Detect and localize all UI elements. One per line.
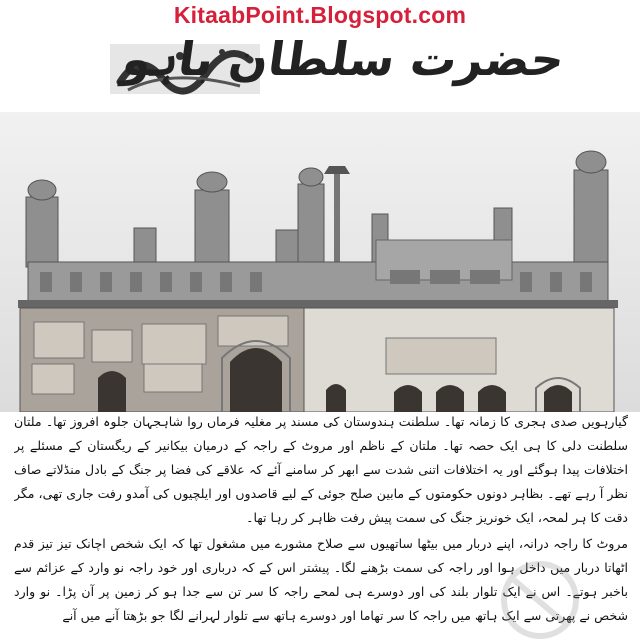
mosque-illustration [0, 112, 640, 412]
blog-url[interactable]: KitaabPoint.Blogspot.com [173, 2, 467, 28]
page-title: حضرت سلطان باہو [119, 32, 568, 86]
article-paragraph-1: گیارہویں صدی ہجری کا زمانہ تھا۔ سلطنت ہندوستان کی مسند پر مغلیہ فرماں روا شاہجہان جلوہ افروز تھا۔ ملتان سلطنت دلی کا ہی ایک حصہ تھا۔ ملتان کے ناظم اور مروٹ کے راجہ کے درمیان بیکانیر کے ریگستان کے مسئلے پر اختلافات پیدا ہوگئے اور یہ اختلافات اتنی شدت سے ابھر کر سامنے آئے کہ علاقے کی فضا پر جنگ کے بادل منڈلاتے صاف نظر آ رہے تھے۔ بظاہر دونوں حکومتوں کے مابین صلح جوئی کے لیے قاصدوں اور ایلچیوں کی آمدو رفت جاری تھی، مگر دقت کا ہر لمحہ، ایک خونریز جنگ کی سمت پیش رفت ظاہر کر رہا تھا۔ [14, 414, 628, 525]
watermark-icon [470, 540, 590, 640]
page-header [0, 0, 640, 110]
title-banner [110, 30, 570, 102]
mosque-photo [0, 112, 640, 412]
article-paragraph-2: مروٹ کا راجہ درانہ، اپنے دربار میں بیٹھا ساتھیوں سے صلاح مشورے میں مشغول تھا کہ ایک شخص اچانک تیز تیز قدم اٹھاتا دربار میں داخل ہوا اور راجہ کی سمت بڑھنے لگا۔ پیشتر اس کے کہ درباری اور خود راجہ نو وارد کے عزائم سے باخبر ہوتے۔ اس نے ایک تلوار بلند کی اور دوسرے ہی لمحے راجہ کا سر تن سے جدا ہو کر زمین پر آن پڑا۔ نو وارد شخص نے پھرتی سے ایک ہاتھ میں راجہ کا سر تھاما اور دوسرے ہاتھ سے تلوار لہرانے لگا جو بڑھتا آنے میں آنے [14, 536, 628, 623]
